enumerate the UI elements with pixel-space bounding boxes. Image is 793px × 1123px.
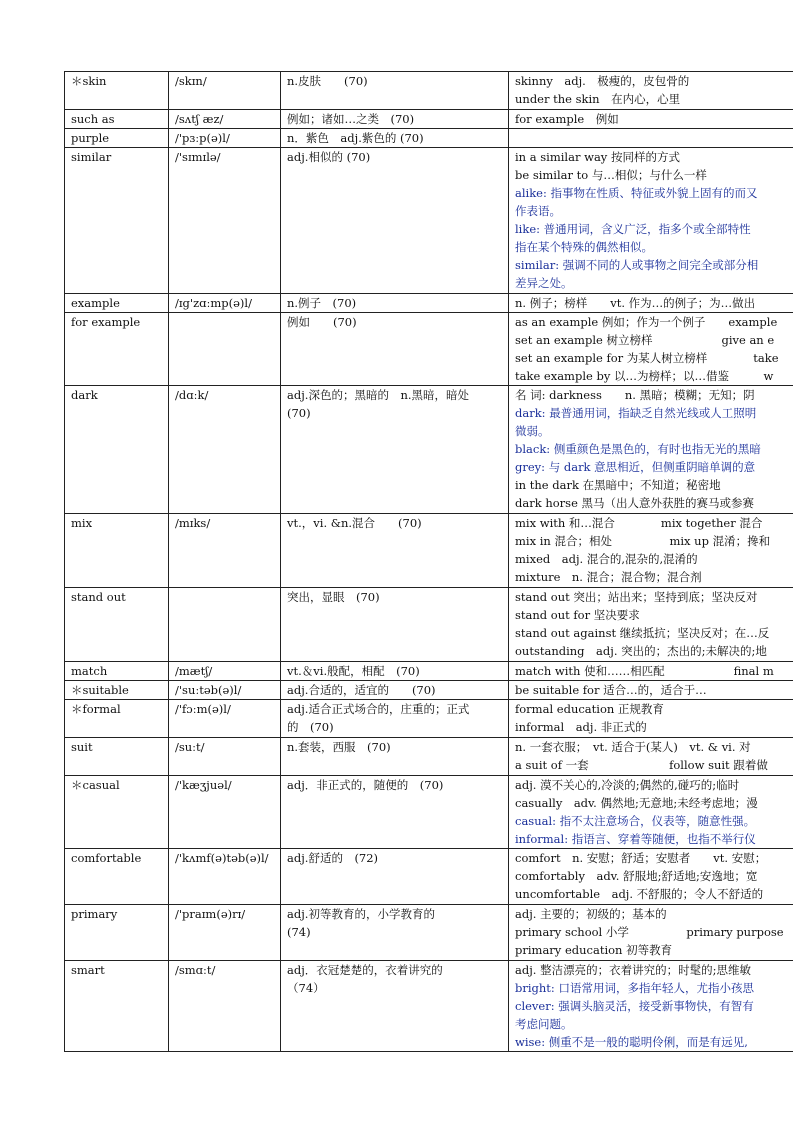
meaning-line: n．紫色 adj.紫色的 (70)	[287, 131, 424, 145]
phrase-line: casually adv. 偶然地;无意地;未经考虑地；漫	[515, 796, 758, 810]
word-cell: mix	[65, 514, 169, 588]
meaning-cell	[281, 588, 509, 662]
phrase-line: for example 例如	[515, 112, 619, 126]
phrase-line: primary education 初等教育	[515, 943, 673, 957]
phonetic-cell: /dɑːk/	[169, 386, 281, 514]
meaning-line: (74)	[287, 925, 311, 939]
phonetic-cell: /'kæʒjuəl/	[169, 776, 281, 849]
meaning-line: adj．衣冠楚楚的，衣着讲究的	[287, 963, 443, 977]
meaning-line: 例如；诸如…之类 (70)	[287, 112, 415, 126]
phrase-line: n. 一套衣服； vt. 适合于(某人) vt. & vi. 对	[515, 740, 751, 754]
phonetic-cell: /'praɪm(ə)rɪ/	[169, 905, 281, 961]
meaning-cell	[281, 681, 509, 700]
meaning-line: adj．非正式的，随便的 (70)	[287, 778, 444, 792]
meaning-line: （74）	[287, 981, 325, 995]
notes-cell	[509, 72, 793, 110]
meaning-line: vt.＆vi.般配，相配 (70)	[287, 664, 420, 678]
usage-note-line: informal: 指语言、穿着等随便，也指不举行仪	[515, 832, 756, 846]
meaning-line: adj.适合正式场合的，庄重的；正式	[287, 702, 470, 716]
notes-cell	[509, 514, 793, 588]
vocabulary-table	[64, 71, 793, 1052]
table-row	[65, 662, 793, 681]
phonetic-cell: /'suːtəb(ə)l/	[169, 681, 281, 700]
table-row	[65, 776, 793, 849]
table-row	[65, 313, 793, 386]
phonetic-cell: /suːt/	[169, 738, 281, 776]
usage-note-line: 考虑问题。	[515, 1017, 573, 1031]
phrase-line: stand out for 坚决要求	[515, 608, 640, 622]
usage-note-line: wise: 侧重不是一般的聪明伶俐，而是有远见,	[515, 1035, 748, 1049]
notes-cell	[509, 905, 793, 961]
meaning-line: 例如 (70)	[287, 315, 357, 329]
phonetic-cell: /mɪks/	[169, 514, 281, 588]
word-cell: for example	[65, 313, 169, 386]
table-row	[65, 386, 793, 514]
usage-note-line: dark: 最普通用词，指缺乏自然光线或人工照明	[515, 406, 757, 420]
phonetic-cell: /ɪg'zɑːmp(ə)l/	[169, 294, 281, 313]
phonetic-cell	[169, 588, 281, 662]
phrase-line: under the skin 在内心，心里	[515, 92, 681, 106]
usage-note-line: alike: 指事物在性质、特征或外貌上固有的而又	[515, 186, 758, 200]
meaning-cell	[281, 514, 509, 588]
word-cell: suit	[65, 738, 169, 776]
meaning-line: (70)	[287, 406, 311, 420]
table-row	[65, 849, 793, 905]
table-row	[65, 681, 793, 700]
phonetic-cell: /smɑːt/	[169, 961, 281, 1052]
usage-note-line: 微弱。	[515, 424, 550, 438]
vocabulary-table-body	[65, 72, 793, 1052]
word-cell: stand out	[65, 588, 169, 662]
word-cell: ＊casual	[65, 776, 169, 849]
meaning-cell	[281, 776, 509, 849]
notes-cell	[509, 700, 793, 738]
phrase-line: set an example 树立榜样 give an e	[515, 333, 775, 347]
word-cell: primary	[65, 905, 169, 961]
phrase-line: uncomfortable adj. 不舒服的；令人不舒适的	[515, 887, 764, 901]
notes-cell	[509, 776, 793, 849]
phrase-line: set an example for 为某人树立榜样 take	[515, 351, 779, 365]
phrase-line: skinny adj. 极瘦的，皮包骨的	[515, 74, 690, 88]
usage-note-line: 差异之处。	[515, 276, 573, 290]
usage-note-line: grey: 与 dark 意思相近，但侧重阴暗单调的意	[515, 460, 756, 474]
phrase-line: outstanding adj. 突出的；杰出的;未解决的;地	[515, 644, 767, 658]
phrase-line: comfortably adv. 舒服地;舒适地;安逸地；宽	[515, 869, 758, 883]
phonetic-cell: /skɪn/	[169, 72, 281, 110]
usage-note-line: black: 侧重颜色是黑色的，有时也指无光的黑暗	[515, 442, 761, 456]
word-cell: example	[65, 294, 169, 313]
meaning-cell	[281, 110, 509, 129]
word-cell: purple	[65, 129, 169, 148]
phonetic-cell	[169, 313, 281, 386]
phrase-line: in a similar way 按同样的方式	[515, 150, 680, 164]
phrase-line: dark horse 黑马（出人意外获胜的赛马或参赛	[515, 496, 755, 510]
meaning-cell	[281, 662, 509, 681]
notes-cell	[509, 386, 793, 514]
phrase-line: mixture n. 混合；混合物；混合剂	[515, 570, 702, 584]
notes-cell	[509, 662, 793, 681]
notes-cell	[509, 313, 793, 386]
phonetic-cell: /'kʌmf(ə)təb(ə)l/	[169, 849, 281, 905]
table-row	[65, 961, 793, 1052]
meaning-line: adj.合适的，适宜的 (70)	[287, 683, 436, 697]
usage-note-line: bright: 口语常用词，多指年轻人，尤指小孩思	[515, 981, 754, 995]
word-cell: match	[65, 662, 169, 681]
usage-note-line: similar: 强调不同的人或事物之间完全或部分相	[515, 258, 759, 272]
table-row	[65, 588, 793, 662]
table-row	[65, 148, 793, 294]
phrase-line: stand out 突出；站出来；坚持到底；坚决反对	[515, 590, 758, 604]
phrase-line: be suitable for 适合…的，适合于…	[515, 683, 707, 697]
table-row	[65, 905, 793, 961]
notes-cell	[509, 961, 793, 1052]
notes-cell	[509, 294, 793, 313]
phrase-line: in the dark 在黑暗中；不知道；秘密地	[515, 478, 721, 492]
table-row	[65, 110, 793, 129]
phrase-line: mix with 和…混合 mix together 混合	[515, 516, 763, 530]
phrase-line: as an example 例如；作为一个例子 example	[515, 315, 778, 329]
meaning-line: 突出，显眼 (70)	[287, 590, 380, 604]
meaning-cell	[281, 849, 509, 905]
meaning-line: adj.舒适的 (72)	[287, 851, 379, 865]
usage-note-line: 指在某个特殊的偶然相似。	[515, 240, 653, 254]
usage-note-line: casual: 指不太注意场合，仪表等，随意性强。	[515, 814, 756, 828]
word-cell: ＊formal	[65, 700, 169, 738]
meaning-line: n.例子 (70)	[287, 296, 357, 310]
notes-cell	[509, 129, 793, 148]
meaning-cell	[281, 700, 509, 738]
word-cell: smart	[65, 961, 169, 1052]
word-cell: ＊skin	[65, 72, 169, 110]
notes-cell	[509, 738, 793, 776]
phonetic-cell: /sʌtʃ æz/	[169, 110, 281, 129]
meaning-cell	[281, 313, 509, 386]
meaning-cell	[281, 294, 509, 313]
meaning-cell	[281, 386, 509, 514]
word-cell: comfortable	[65, 849, 169, 905]
word-cell: ＊suitable	[65, 681, 169, 700]
phrase-line: stand out against 继续抵抗；坚决反对；在…反	[515, 626, 770, 640]
phrase-line: mix in 混合；相处 mix up 混淆；搀和	[515, 534, 771, 548]
meaning-cell	[281, 961, 509, 1052]
phrase-line: informal adj. 非正式的	[515, 720, 647, 734]
phrase-line: adj. 漠不关心的,冷淡的;偶然的,碰巧的;临时	[515, 778, 740, 792]
phonetic-cell: /'fɔːm(ə)l/	[169, 700, 281, 738]
meaning-line: n.套装，西服 (70)	[287, 740, 391, 754]
table-row	[65, 294, 793, 313]
phrase-line: adj. 主要的；初级的；基本的	[515, 907, 667, 921]
phrase-line: formal education 正规教育	[515, 702, 664, 716]
usage-note-line: like: 普通用词，含义广泛，指多个或全部特性	[515, 222, 751, 236]
table-row	[65, 738, 793, 776]
phrase-line: take example by 以…为榜样；以…借鉴 w	[515, 369, 774, 383]
word-cell: dark	[65, 386, 169, 514]
phrase-line: adj. 整洁漂亮的；衣着讲究的；时髦的;思维敏	[515, 963, 751, 977]
notes-cell	[509, 110, 793, 129]
meaning-cell	[281, 905, 509, 961]
table-row	[65, 514, 793, 588]
phrase-line: primary school 小学 primary purpose	[515, 925, 784, 939]
usage-note-line: clever: 强调头脑灵活，接受新事物快，有智有	[515, 999, 754, 1013]
table-row	[65, 129, 793, 148]
meaning-cell	[281, 148, 509, 294]
meaning-line: adj.相似的 (70)	[287, 150, 371, 164]
phonetic-cell: /'pɜːp(ə)l/	[169, 129, 281, 148]
notes-cell	[509, 681, 793, 700]
table-row	[65, 700, 793, 738]
meaning-line: vt.，vi. &n.混合 (70)	[287, 516, 422, 530]
meaning-line: adj.初等教育的，小学教育的	[287, 907, 435, 921]
meaning-line: 的 (70)	[287, 720, 334, 734]
phrase-line: 名 词: darkness n. 黑暗；模糊；无知；阴	[515, 388, 755, 402]
meaning-line: adj.深色的；黑暗的 n.黑暗，暗处	[287, 388, 469, 402]
meaning-cell	[281, 129, 509, 148]
phrase-line: be similar to 与…相似；与什么一样	[515, 168, 707, 182]
usage-note-line: 作表语。	[515, 204, 561, 218]
table-row	[65, 72, 793, 110]
meaning-line: n.皮肤 (70)	[287, 74, 368, 88]
notes-cell	[509, 148, 793, 294]
phonetic-cell: /mætʃ/	[169, 662, 281, 681]
phrase-line: match with 使和……相匹配 final m	[515, 664, 774, 678]
phrase-line: mixed adj. 混合的,混杂的,混淆的	[515, 552, 698, 566]
word-cell: similar	[65, 148, 169, 294]
meaning-cell	[281, 72, 509, 110]
phrase-line: a suit of 一套 follow suit 跟着做	[515, 758, 768, 772]
phrase-line: comfort n. 安慰；舒适；安慰者 vt. 安慰；	[515, 851, 767, 865]
word-cell: such as	[65, 110, 169, 129]
notes-cell	[509, 588, 793, 662]
notes-cell	[509, 849, 793, 905]
phrase-line: n. 例子；榜样 vt. 作为…的例子；为…做出	[515, 296, 756, 310]
meaning-cell	[281, 738, 509, 776]
phonetic-cell: /'sɪmɪlə/	[169, 148, 281, 294]
